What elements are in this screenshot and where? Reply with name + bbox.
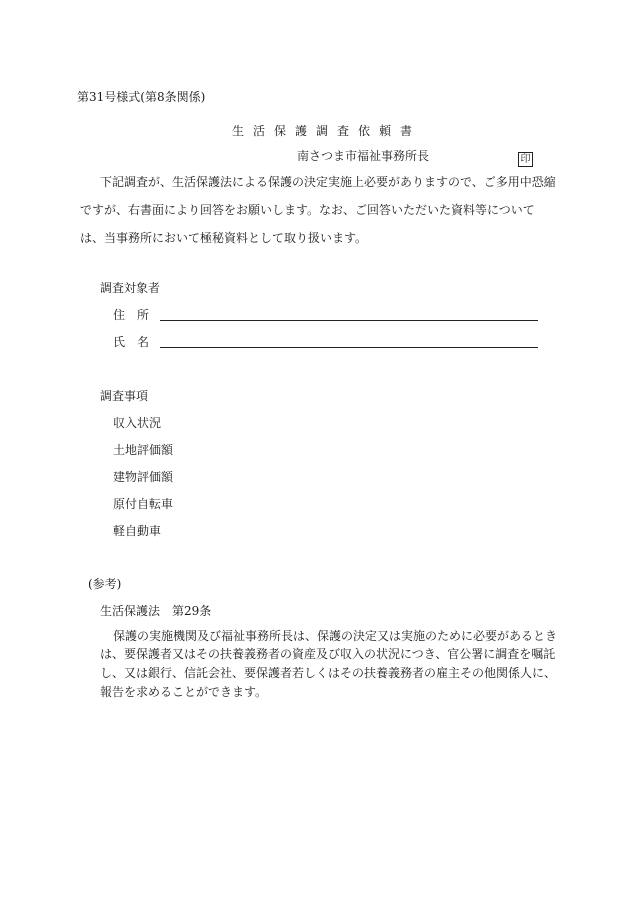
form-number: 第31号様式(第8条関係) [77,90,206,104]
intro-line-3: は、当事務所において極秘資料として取り扱います。 [80,231,368,245]
name-field-line[interactable] [160,347,538,348]
name-label: 氏 名 [113,335,150,349]
document-title: 生活保護調査依頼書 [232,124,422,138]
intro-line-2: ですが、右書面により回答をお願いします。なお、ご回答いただいた資料等について [80,203,535,217]
intro-line-1: 下記調査が、生活保護法による保護の決定実施上必要がありますので、ご多用中恐縮 [100,175,556,189]
reference-heading: (参考) [88,577,122,591]
item-land-value: 土地評価額 [113,443,174,457]
reference-line-2: は、要保護者又はその扶養義務者の資産及び収入の状況につき、官公署に調査を嘱託 [100,647,556,661]
reference-line-1: 保護の実施機関及び福祉事務所長は、保護の決定又は実施のために必要があるとき [113,629,558,643]
reference-line-4: 報告を求めることができます。 [100,685,268,699]
seal-box: 印 [518,152,533,167]
reference-line-3: し、又は銀行、信託会社、要保護者若しくはその扶養義務者の雇主その他関係人に、 [100,666,557,680]
address-field-line[interactable] [160,320,538,321]
sender-name: 南さつま市福祉事務所長 [297,149,430,163]
subject-heading: 調査対象者 [100,281,161,295]
item-income: 収入状況 [113,416,162,430]
items-heading: 調査事項 [100,389,149,403]
item-moped: 原付自転車 [113,497,174,511]
address-label: 住 所 [113,308,150,322]
item-building-value: 建物評価額 [113,470,174,484]
item-light-vehicle: 軽自動車 [113,524,162,538]
reference-law: 生活保護法 第29条 [100,604,212,618]
